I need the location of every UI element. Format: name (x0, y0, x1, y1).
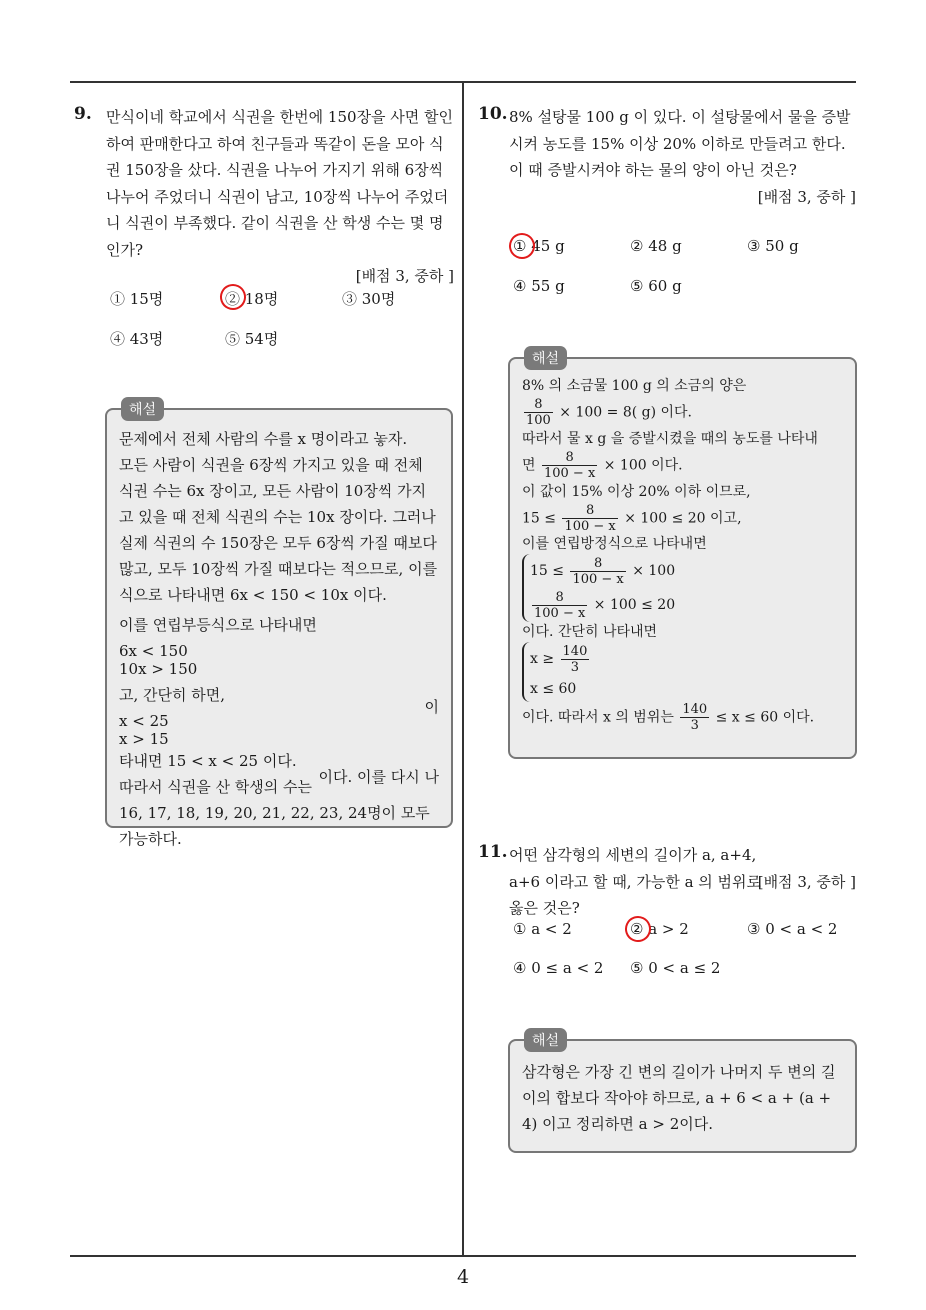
choice-2[interactable]: ② a > 2 (630, 920, 689, 938)
choice-2[interactable]: ② 18명 (225, 290, 279, 308)
fraction: $\frac{140}{3}$ (562, 643, 588, 675)
question-meta: [배점 3, 중하 ] (757, 873, 856, 891)
choice-1[interactable]: ① 45 g (513, 237, 565, 255)
explanation-line: 이다. 간단히 나타내면 (522, 624, 658, 640)
choice-4[interactable]: ④ 0 ≤ a < 2 (513, 959, 604, 977)
fraction: $\frac{8}{100 - x}$ (564, 503, 616, 534)
explanation-line: 15 ≤ $\frac{8}{100 - x}$ × 100 ≤ 20 이고, (522, 503, 742, 534)
explanation-line: 삼각형은 가장 긴 변의 길이가 나머지 두 변의 길이의 합보다 작아야 하므로, a + 6 < a + (a + 4) 이고 정리하면 a > 2이다. (522, 1063, 836, 1133)
choices-q10 (513, 237, 853, 307)
explanation-line: 8% 의 소금물 100 g 의 소금의 양은 (522, 378, 747, 394)
explanation-line: 이 값이 15% 이상 20% 이하 이므로, (522, 484, 751, 500)
fraction: $\frac{8}{100}$ (526, 397, 551, 428)
choice-1[interactable]: ① 15명 (110, 290, 164, 308)
system-brace: x ≥ $\frac{140}{3}$ x ≤ 60 (522, 642, 843, 702)
choice-3[interactable]: ③ 0 < a < 2 (747, 920, 838, 938)
explanation-line: 이를 연립방정식으로 나타내면 (522, 536, 707, 552)
choice-4[interactable]: ④ 55 g (513, 277, 565, 295)
explanation-box-q9: 해설 문제에서 전체 사람의 수를 x 명이라고 놓자. 모든 사람이 식권을 6장씩 가지고 있을 때 전체 식권 수는 6x 장이고, 모든 사람이 10장씩 가지고 있을 때 전체 식권의 수는 10x 장이다. 그러나 실제 식권의 수 150장은 모두 6장씩 가질 때보다 많고, 모두 10장씩 가질 때보다는 적으므로, 이를 식으로 나타내면 6x < 150 < 10x 이다. 이를 연립부등식으로 나타내면 6x < 150 10x > 150 이 고, 간단히 하면, x < 25 x > 15 이다. 이를 다시 나 타내면 15 < x < 25 이다. 따라서 식권을 산 학생의 수는 16, 17, 18, 19, 20, 21, 22, 23, 24명이 모두 가능하다. (105, 408, 453, 828)
choices-q11 (513, 920, 858, 990)
explanation-line: 면 $\frac{8}{100 - x}$ × 100 이다. (522, 450, 683, 481)
explanation-line: 이다. 따라서 x 의 범위는 $\frac{140}{3}$ ≤ x ≤ 60 이다. (522, 702, 815, 733)
explanation-line: 따라서 식권을 산 학생의 수는 16, 17, 18, 19, 20, 21, 22, 23, 24명이 모두 가능하다. (119, 778, 430, 848)
explanation-line: 타내면 15 < x < 25 이다. (119, 752, 297, 770)
question-10 (478, 104, 856, 210)
question-text: 8% 설탕물 100 g 이 있다. 이 설탕물에서 물을 증발시켜 농도를 15% 이상 20% 이하로 만들려고 한다. 이 때 증발시켜야 하는 물의 양이 아닌 것은? (509, 108, 851, 179)
choice-5[interactable]: ⑤ 0 < a ≤ 2 (630, 959, 721, 977)
page-number: 4 (456, 1266, 470, 1288)
choice-1[interactable]: ① a < 2 (513, 920, 572, 938)
choice-3[interactable]: ③ 50 g (747, 237, 799, 255)
explanation-line: 따라서 물 x g 을 증발시켰을 때의 농도를 나타내 (522, 431, 818, 447)
fraction: $\frac{8}{100 - x}$ (534, 589, 586, 621)
choices-q9 (110, 288, 450, 358)
answer-mark (505, 229, 538, 262)
question-text: 만식이네 학교에서 식권을 한번에 150장을 사면 할인하여 판매한다고 하여 친구들과 똑같이 돈을 모아 식권 150장을 샀다. 식권을 나누어 가지기 위해 6장씩 나누어 주었더니 식권이 남고, 10장씩 나누어 주었더니 식권이 부족했다. 같이 식권을 산 학생 수는 몇 명인가? (106, 108, 454, 259)
question-9 (74, 104, 454, 289)
explanation-tag: 해설 (524, 346, 567, 370)
explanation-line: 문제에서 전체 사람의 수를 x 명이라고 놓자. (119, 430, 408, 448)
fraction: $\frac{8}{100 - x}$ (572, 555, 624, 587)
column-divider (462, 81, 464, 1257)
question-number: 9. (74, 104, 92, 124)
explanation-line: 모든 사람이 식권을 6장씩 가지고 있을 때 전체 식권 수는 6x 장이고, 모든 사람이 10장씩 가지고 있을 때 전체 식권의 수는 10x 장이다. 그러나 실제 식권의 수 150장은 모두 6장씩 가질 때보다 많고, 모두 10장씩 가질 때보다는 적으므로, 이를 식으로 나타내면 6x < 150 < 10x 이다. (119, 456, 438, 604)
question-number: 10. (478, 104, 508, 124)
choice-4[interactable]: ④ 43명 (110, 330, 164, 348)
system-brace: 15 ≤ $\frac{8}{100 - x}$ × 100 $\frac{8}{100 - x}$ × 100 ≤ 20 (522, 554, 843, 622)
choice-5[interactable]: ⑤ 54명 (225, 330, 279, 348)
question-number: 11. (478, 842, 508, 862)
choice-3[interactable]: ③ 30명 (342, 290, 396, 308)
choice-2[interactable]: ② 48 g (630, 237, 682, 255)
explanation-line: $\frac{8}{100}$ × 100 = 8( g) 이다. (526, 397, 693, 428)
explanation-system-1: 이를 연립부등식으로 나타내면 (119, 616, 317, 634)
explanation-tag: 해설 (121, 397, 164, 421)
explanation-tag: 해설 (524, 1028, 567, 1052)
fraction: $\frac{140}{3}$ (682, 702, 708, 733)
question-meta: [배점 3, 중하 ] (757, 187, 856, 206)
fraction: $\frac{8}{100 - x}$ (543, 450, 596, 481)
bottom-rule (70, 1255, 856, 1257)
question-text: 어떤 삼각형의 세변의 길이가 a, a+4, a+6 이라고 할 때, 가능한 a 의 범위로 옳은 것은? (509, 846, 762, 917)
question-11 (478, 842, 856, 922)
explanation-box-q10 (508, 351, 857, 759)
choice-5[interactable]: ⑤ 60 g (630, 277, 682, 295)
explanation-system-2: 고, 간단히 하면, (119, 686, 226, 704)
explanation-box-q11 (508, 1033, 857, 1153)
question-meta: [배점 3, 중하 ] (355, 267, 454, 285)
